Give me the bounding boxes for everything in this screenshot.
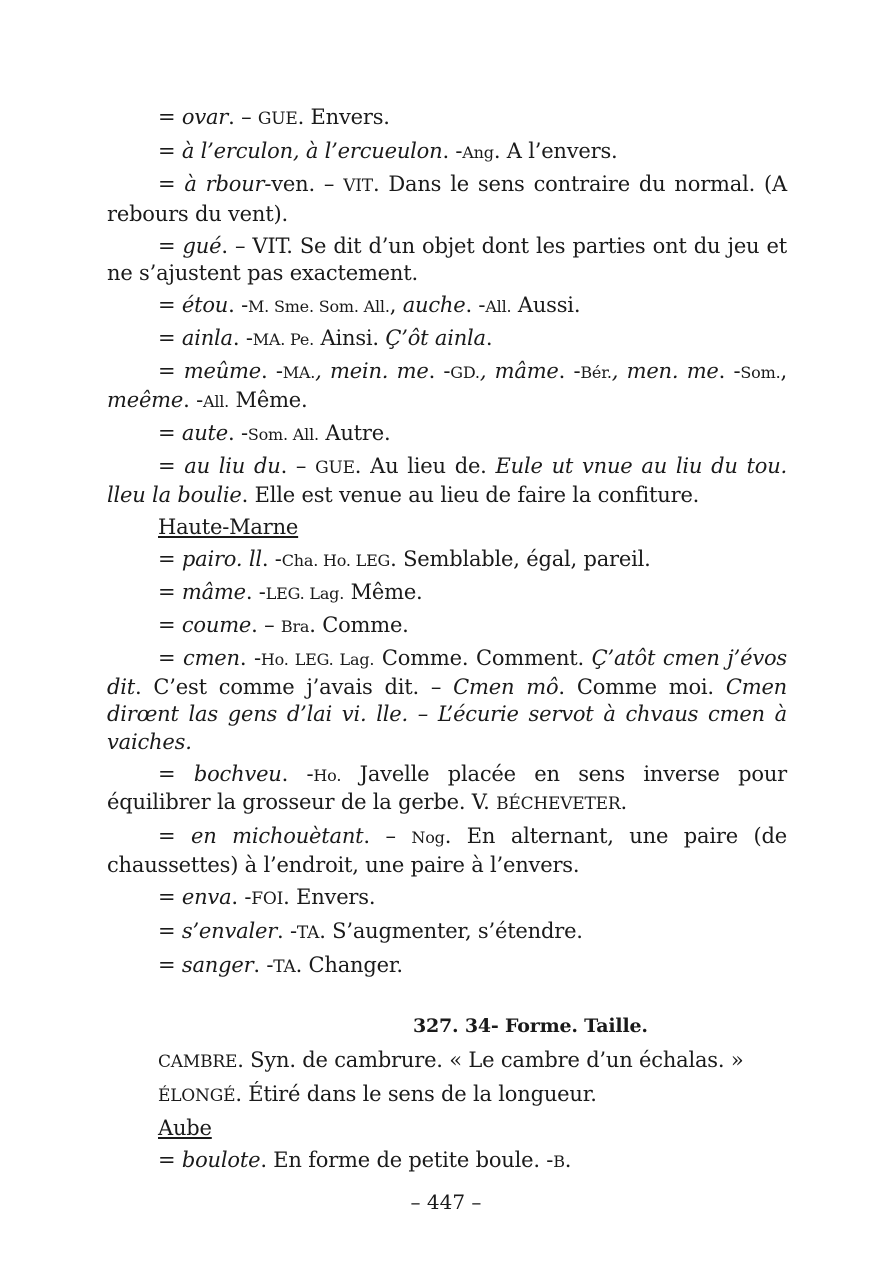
entry-text: . - bbox=[558, 359, 581, 383]
entry-text: TA bbox=[273, 956, 296, 977]
entry-term: Cmen dirœnt las gens d’lai vi. lle. – L’écurie servot à chvaus cmen à vaiches. bbox=[107, 674, 787, 754]
entry-text: Bra bbox=[280, 617, 310, 636]
entry-term: à rbour bbox=[184, 172, 265, 196]
region-heading bbox=[107, 514, 787, 542]
entry-text: . - bbox=[281, 761, 314, 786]
entry-text: CAMBRE bbox=[158, 1051, 238, 1072]
entry-text: , bbox=[389, 293, 403, 317]
entry-text: . – bbox=[251, 613, 281, 637]
entry-text: M. Sme. Som. All. bbox=[247, 297, 390, 316]
entry-text: . - bbox=[253, 952, 274, 977]
entry-text: BÉCHEVETER bbox=[496, 794, 621, 814]
entry-text: LEG. Lag. bbox=[265, 584, 345, 603]
entry-text: Même. bbox=[344, 580, 423, 604]
entry-text: . - bbox=[261, 547, 282, 571]
entry-text: . Comme. bbox=[309, 613, 409, 637]
dictionary-entry bbox=[107, 823, 787, 879]
entry-text: . Changer. bbox=[295, 952, 403, 977]
entry-text: . - bbox=[228, 420, 248, 445]
dictionary-entry bbox=[107, 645, 787, 756]
entry-text: = bbox=[158, 139, 182, 163]
entry-text: . - bbox=[231, 884, 252, 909]
entry-text: = bbox=[158, 952, 182, 977]
entry-text: = bbox=[158, 359, 184, 383]
entry-text: . - bbox=[232, 326, 253, 350]
dictionary-entry bbox=[107, 358, 787, 415]
dictionary-entry bbox=[107, 612, 787, 641]
entry-term: pairo. ll bbox=[181, 547, 262, 571]
entry-term: auche bbox=[402, 293, 466, 317]
entry-text: . A l’envers. bbox=[493, 139, 618, 163]
entry-term: s’envaler bbox=[181, 918, 278, 943]
entry-text: . – bbox=[363, 824, 412, 848]
entry-term: au liu du bbox=[184, 453, 281, 478]
entry-term: Eule ut vnue au liu du tou. lleu la boulie bbox=[107, 453, 788, 507]
entry-term: coume bbox=[181, 613, 252, 637]
entry-text: TA bbox=[296, 922, 320, 943]
dictionary-entry bbox=[107, 233, 787, 288]
entry-text: = bbox=[158, 172, 185, 196]
entry-text: = bbox=[158, 420, 182, 445]
entry-text: Aussi. bbox=[511, 293, 581, 317]
entry-text: . - bbox=[718, 359, 741, 383]
section-title: 327. 34- Forme. Taille. bbox=[413, 1015, 648, 1037]
entry-term: ovar bbox=[181, 105, 229, 129]
dictionary-entry bbox=[107, 325, 787, 354]
entry-term: , men. me bbox=[611, 359, 719, 383]
entry-text: Ho. bbox=[313, 765, 342, 785]
entry-text: MA. bbox=[282, 363, 316, 382]
entry-text: . C’est comme j’avais dit. – bbox=[135, 674, 454, 699]
entry-term: bochveu bbox=[193, 761, 282, 786]
entry-text: . bbox=[620, 790, 627, 814]
entry-term: cmen bbox=[183, 646, 240, 670]
entry-text: Ho. LEG. Lag. bbox=[260, 650, 375, 669]
entry-term: ainla bbox=[181, 326, 233, 350]
dictionary-entry bbox=[107, 884, 787, 914]
entry-text: = bbox=[158, 918, 182, 943]
entry-text: . - bbox=[239, 646, 261, 670]
section-entry-list bbox=[107, 1047, 787, 1176]
entry-term: Cmen mô bbox=[453, 674, 559, 699]
entry-text: . bbox=[485, 326, 493, 350]
entry-text: Ang bbox=[462, 143, 494, 162]
entry-text: . S’augmenter, s’étendre. bbox=[319, 918, 583, 943]
dictionary-entry bbox=[107, 104, 787, 134]
entry-text: MA. Pe. bbox=[252, 330, 315, 349]
entry-text: . Semblable, égal, pareil. bbox=[390, 547, 651, 571]
entry-text: Haute-Marne bbox=[158, 515, 299, 539]
entry-term: Ç’atôt cmen j’évos dit bbox=[107, 646, 788, 699]
entry-text: FOI bbox=[251, 888, 284, 909]
entry-text: . – bbox=[228, 105, 258, 129]
entry-text: . Étiré dans le sens de la longueur. bbox=[235, 1081, 597, 1106]
entry-text: . Elle est venue au lieu de faire la confiture. bbox=[241, 483, 700, 507]
dictionary-entry bbox=[107, 171, 787, 228]
entry-text: Nog bbox=[411, 828, 445, 847]
dictionary-entry bbox=[107, 1047, 787, 1077]
entry-text: = bbox=[158, 613, 182, 637]
entry-text: Même. bbox=[229, 387, 308, 412]
entry-text: Javelle placée en sens inverse pour équilibrer la grosseur de la gerbe. V. bbox=[107, 761, 788, 814]
page-number: – 447 – bbox=[410, 1190, 482, 1214]
entry-text: = bbox=[158, 1147, 182, 1172]
entry-text: . - bbox=[228, 293, 248, 317]
entry-text: . Envers. bbox=[297, 105, 390, 129]
entry-text: = bbox=[158, 580, 182, 604]
entry-text: . – bbox=[280, 453, 316, 478]
entry-text: All. bbox=[485, 297, 512, 316]
entry-text: B bbox=[553, 1151, 565, 1171]
entry-text: Autre. bbox=[318, 420, 391, 445]
entry-text: ÉLONGÉ bbox=[158, 1085, 236, 1106]
dictionary-entry bbox=[107, 952, 787, 982]
entry-term: sanger bbox=[181, 952, 254, 977]
dictionary-entry bbox=[107, 546, 787, 575]
entry-text: Comme. Comment. bbox=[374, 646, 592, 670]
entry-term: , mein. me bbox=[315, 359, 429, 383]
dictionary-entry bbox=[107, 761, 787, 819]
entry-text: Bér. bbox=[580, 363, 612, 382]
document-page bbox=[107, 104, 787, 1180]
entry-text: . bbox=[564, 1147, 572, 1172]
dictionary-entry bbox=[107, 292, 787, 321]
entry-text: . En forme de petite boule. - bbox=[260, 1147, 554, 1172]
entry-text: = bbox=[158, 761, 194, 786]
entry-text: Aube bbox=[158, 1115, 212, 1140]
entry-text: Som. bbox=[740, 363, 781, 382]
entry-term: enva bbox=[181, 884, 232, 909]
entry-text: = bbox=[158, 326, 182, 350]
entry-term: aute bbox=[181, 420, 228, 445]
dictionary-entry bbox=[107, 918, 787, 948]
entry-text: = bbox=[158, 233, 183, 258]
entry-text: = bbox=[158, 824, 192, 848]
entry-text: = bbox=[158, 453, 185, 478]
region-heading bbox=[107, 1115, 787, 1143]
entry-term: meûme bbox=[183, 359, 261, 383]
entry-term: mâme bbox=[181, 580, 246, 604]
dictionary-entry bbox=[107, 1147, 787, 1176]
entry-text: Som. All. bbox=[247, 424, 319, 444]
entry-list bbox=[107, 104, 787, 981]
entry-text: GUE bbox=[257, 109, 298, 129]
entry-text: . - bbox=[183, 387, 203, 412]
entry-text: = bbox=[158, 884, 182, 909]
entry-text: . Au lieu de. bbox=[354, 453, 496, 478]
entry-text: . – VIT. Se dit d’un objet dont les parties ont du jeu et ne s’ajustent pas exactement. bbox=[107, 233, 787, 285]
entry-text: . - bbox=[442, 139, 463, 163]
entry-text: GD. bbox=[450, 363, 480, 382]
entry-term: meême bbox=[107, 387, 184, 412]
entry-text: = bbox=[158, 293, 182, 317]
entry-text: . Comme moi. bbox=[558, 674, 726, 699]
entry-text: . - bbox=[465, 293, 486, 317]
entry-term: gué bbox=[182, 233, 222, 258]
dictionary-entry bbox=[107, 1081, 787, 1111]
entry-text: = bbox=[158, 646, 184, 670]
entry-term: à l’erculon, à l’ercueulon bbox=[181, 139, 443, 163]
dictionary-entry bbox=[107, 420, 787, 449]
entry-text: , bbox=[780, 359, 787, 383]
entry-text: = bbox=[158, 547, 182, 571]
entry-text: . - bbox=[428, 359, 451, 383]
entry-text: Ainsi. bbox=[314, 326, 386, 350]
dictionary-entry bbox=[107, 453, 787, 510]
entry-text: . Envers. bbox=[283, 884, 376, 909]
entry-text: . Syn. de cambrure. « Le cambre d’un échalas. » bbox=[237, 1047, 744, 1072]
entry-term: , mâme bbox=[479, 359, 559, 383]
dictionary-entry bbox=[107, 138, 787, 167]
entry-term: en michouètant bbox=[191, 824, 364, 848]
entry-term: boulote bbox=[181, 1147, 261, 1172]
entry-text: All. bbox=[202, 391, 230, 411]
entry-text: . - bbox=[260, 359, 283, 383]
entry-text: = bbox=[158, 105, 182, 129]
entry-text: VIT bbox=[343, 176, 373, 196]
entry-text: Cha. Ho. LEG bbox=[281, 551, 391, 570]
entry-text: . Dans le sens contraire du normal. (A rebours du vent). bbox=[107, 172, 787, 226]
entry-text: -ven. – bbox=[264, 172, 344, 196]
dictionary-entry bbox=[107, 579, 787, 608]
entry-term: étou bbox=[181, 293, 229, 317]
entry-text: . En alternant, une paire (de chaussettes) à l’endroit, une paire à l’envers. bbox=[107, 824, 787, 877]
entry-term: Ç’ôt ainla bbox=[385, 326, 486, 350]
entry-text: GUE bbox=[315, 457, 355, 478]
entry-text: . - bbox=[245, 580, 266, 604]
entry-text: . - bbox=[277, 918, 297, 943]
